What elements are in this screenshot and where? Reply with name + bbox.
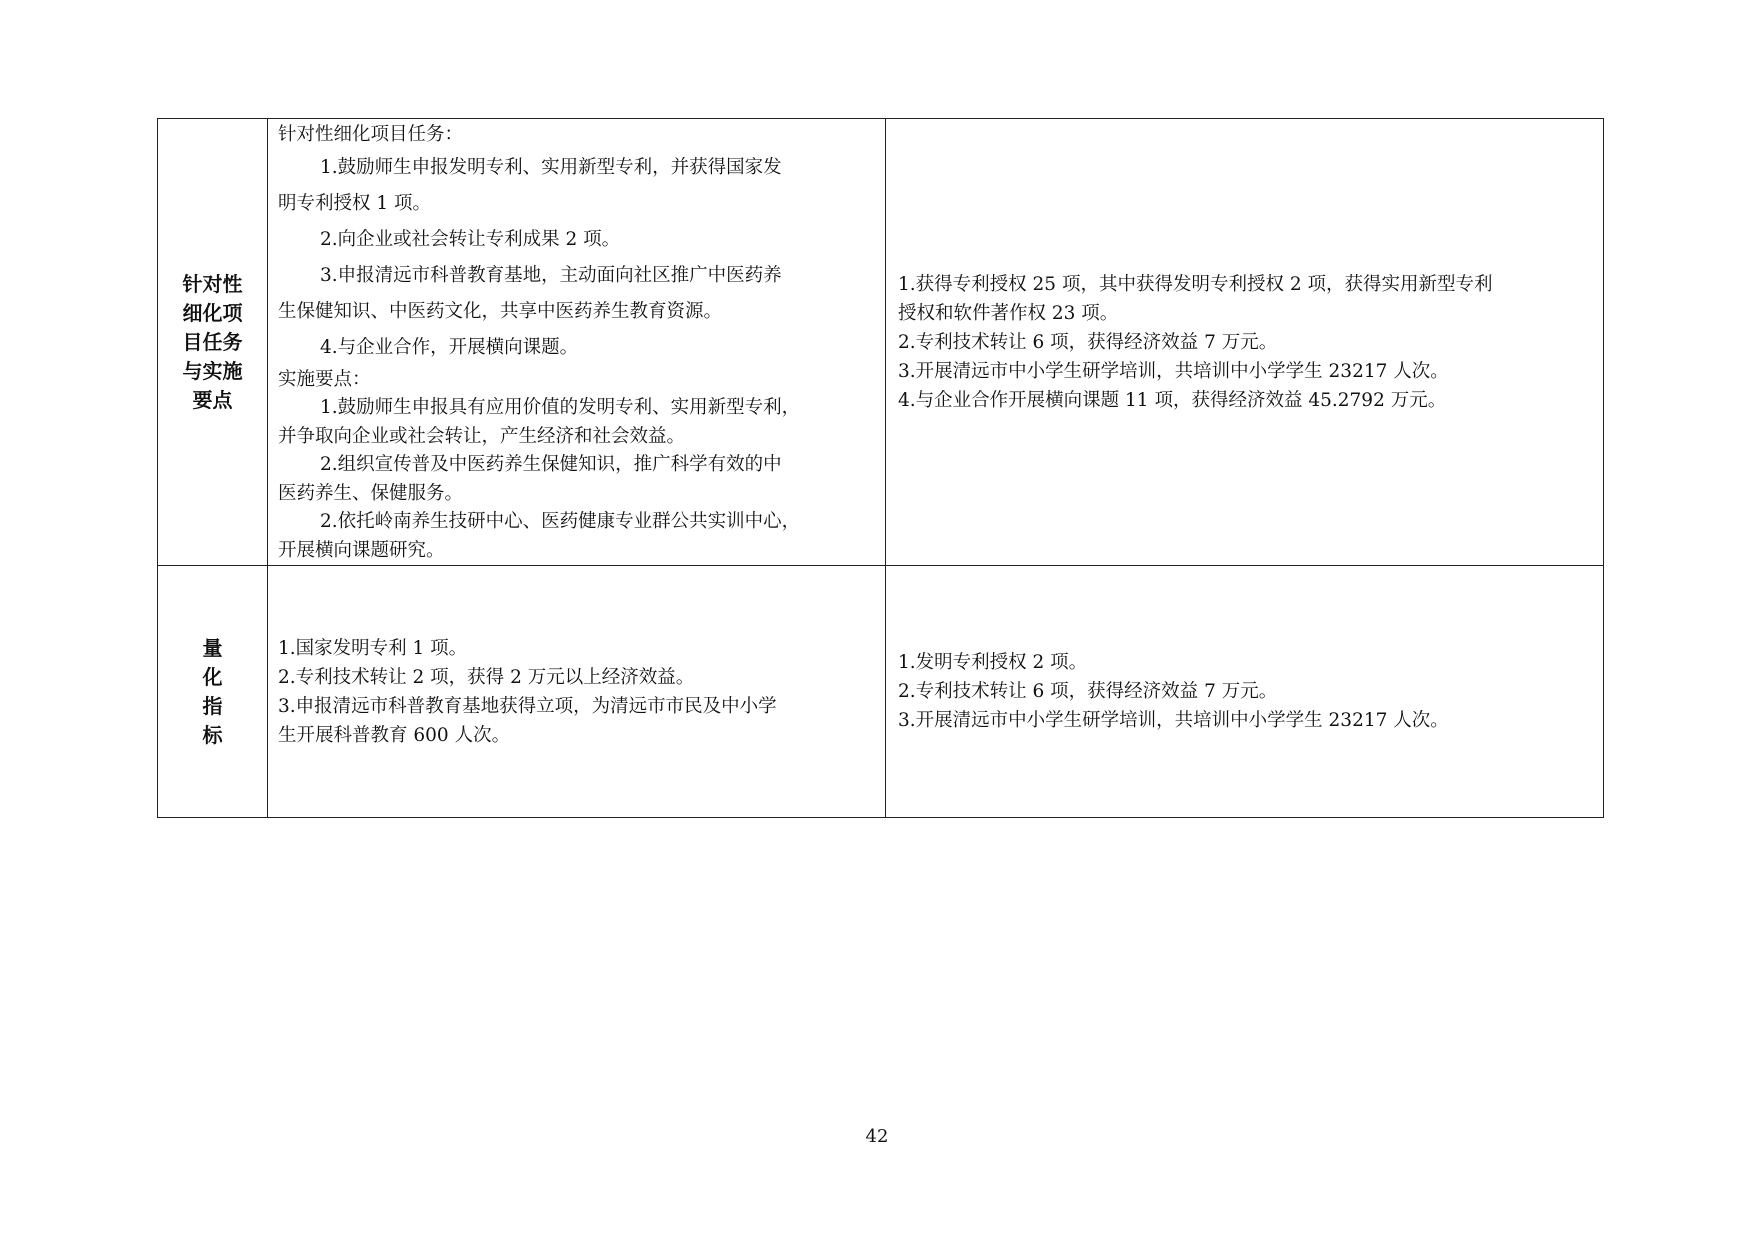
header-line: 目任务 xyxy=(182,329,243,354)
result-line: 2.专利技术转让 6 项，获得经济效益 7 万元。 xyxy=(898,681,1278,702)
header-line: 与实施 xyxy=(182,358,243,383)
result-line: 2.专利技术转让 6 项，获得经济效益 7 万元。 xyxy=(898,331,1278,353)
plan-line: 并争取向企业或社会转让，产生经济和社会效益。 xyxy=(278,425,686,447)
table-row-indicators xyxy=(158,566,1604,818)
plan-line: 针对性细化项目任务： xyxy=(278,124,464,145)
result-line: 3.开展清远市中小学生研学培训，共培训中小学学生 23217 人次。 xyxy=(898,710,1449,731)
header-line: 指 xyxy=(202,693,223,718)
plan-line: 医药养生、保健服务。 xyxy=(278,482,464,504)
row-header-indicators xyxy=(158,566,268,818)
header-line: 针对性 xyxy=(182,271,243,296)
plan-line: 2.依托岭南养生技研中心、医药健康专业群公共实训中心， xyxy=(320,511,801,532)
header-line: 要点 xyxy=(192,387,233,412)
result-line: 1.获得专利授权 25 项，其中获得发明专利授权 2 项，获得实用新型专利 xyxy=(898,273,1493,295)
target-line: 1.国家发明专利 1 项。 xyxy=(278,637,468,659)
result-line: 1.发明专利授权 2 项。 xyxy=(898,652,1088,673)
completion-results-cell xyxy=(886,119,1604,566)
plan-line: 生保健知识、中医药文化，共享中医药养生教育资源。 xyxy=(278,300,723,322)
header-line: 标 xyxy=(202,722,223,747)
plan-line: 1.鼓励师生申报发明专利、实用新型专利，并获得国家发 xyxy=(320,156,782,178)
plan-line: 实施要点： xyxy=(278,368,371,390)
plan-line: 开展横向课题研究。 xyxy=(278,539,445,561)
target-line: 2.专利技术转让 2 项，获得 2 万元以上经济效益。 xyxy=(278,666,695,688)
plan-line: 4.与企业合作，开展横向课题。 xyxy=(320,336,579,358)
planned-tasks-cell xyxy=(268,119,886,566)
header-line: 细化项 xyxy=(182,300,243,325)
result-line: 3.开展清远市中小学生研学培训，共培训中小学学生 23217 人次。 xyxy=(898,360,1449,382)
plan-line: 明专利授权 1 项。 xyxy=(278,192,432,214)
table-row-tasks xyxy=(158,119,1604,566)
page-number: 42 xyxy=(865,1126,889,1147)
result-line: 授权和软件著作权 23 项。 xyxy=(898,302,1119,324)
target-line: 3.申报清远市科普教育基地获得立项，为清远市市民及中小学 xyxy=(278,695,777,717)
document-table xyxy=(157,118,1604,818)
header-line: 化 xyxy=(202,664,223,689)
row-header-tasks xyxy=(158,119,268,566)
plan-line: 3.申报清远市科普教育基地，主动面向社区推广中医药养 xyxy=(320,264,782,286)
indicator-results-cell xyxy=(886,566,1604,818)
plan-line: 2.向企业或社会转让专利成果 2 项。 xyxy=(320,228,621,250)
result-line: 4.与企业合作开展横向课题 11 项，获得经济效益 45.2792 万元。 xyxy=(898,389,1447,411)
header-line: 量 xyxy=(202,635,223,660)
plan-line: 2.组织宣传普及中医药养生保健知识，推广科学有效的中 xyxy=(320,454,782,475)
target-line: 生开展科普教育 600 人次。 xyxy=(278,724,511,746)
plan-line: 1.鼓励师生申报具有应用价值的发明专利、实用新型专利， xyxy=(320,397,801,418)
indicator-targets-cell xyxy=(268,566,886,818)
